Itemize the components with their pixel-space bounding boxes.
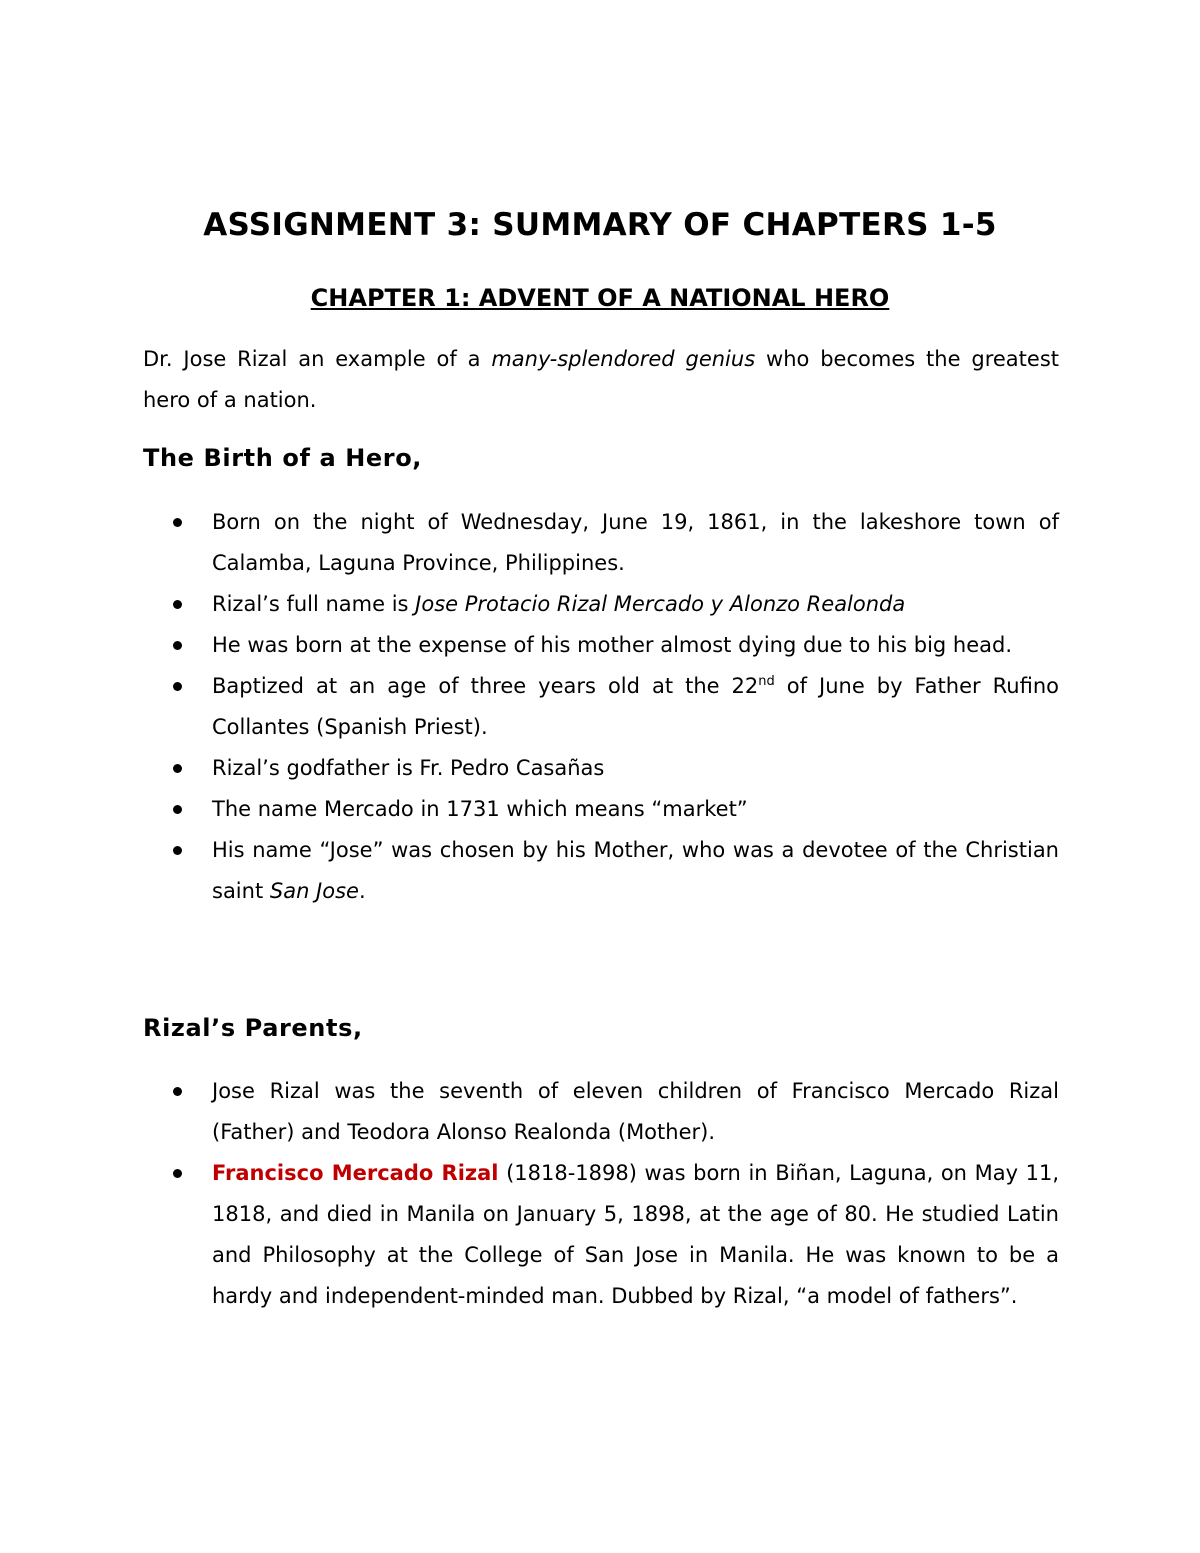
intro-text-start: Dr. Jose Rizal an example of a: [143, 347, 492, 371]
list-item: [212, 789, 1059, 830]
bullet-icon: [173, 846, 182, 855]
list-item: [212, 830, 1059, 912]
bullet-icon: [173, 641, 182, 650]
list-item: [212, 666, 1059, 748]
intro-paragraph: [143, 339, 1059, 421]
list-item-text: Born on the night of Wednesday, June 19, 1861, in the lakeshore town of Calamba, Laguna Province, Philippines.: [212, 510, 1059, 575]
list-item-text: The name Mercado in 1731 which means “market”: [212, 797, 748, 821]
list-item-text: Jose Rizal was the seventh of eleven children of Francisco Mercado Rizal (Father) and Teodora Alonso Realonda (Mother).: [212, 1079, 1059, 1144]
intro-text-end: who becomes the greatest hero of a nation.: [143, 347, 1059, 412]
section-heading-parents: Rizal’s Parents,: [143, 1014, 363, 1042]
list-item-text: Rizal’s full name is: [212, 592, 416, 616]
list-item-text: He was born at the expense of his mother almost dying due to his big head.: [212, 633, 1013, 657]
bullet-icon: [173, 1169, 182, 1178]
section-heading-birth: The Birth of a Hero,: [143, 444, 422, 472]
bullet-icon: [173, 600, 182, 609]
list-item: [212, 1153, 1059, 1317]
list-item-text: His name “Jose” was chosen by his Mother, who was a devotee of the Christian saint: [212, 838, 1059, 903]
ordinal-suffix: nd: [758, 674, 775, 689]
bullet-icon: [173, 805, 182, 814]
list-item-text-end: of June by Father Rufino Collantes (Spanish Priest).: [212, 674, 1059, 739]
list-item-text-end: .: [358, 879, 366, 903]
list-item: [212, 625, 1059, 666]
bullet-icon: [173, 518, 182, 527]
list-item-text: Baptized at an age of three years old at the 22: [212, 674, 759, 698]
chapter-heading: CHAPTER 1: ADVENT OF A NATIONAL HERO: [310, 284, 890, 312]
bullet-icon: [173, 764, 182, 773]
birth-facts-list: [212, 502, 1059, 912]
list-item-text: Rizal’s godfather is Fr. Pedro Casañas: [212, 756, 605, 780]
document-title: ASSIGNMENT 3: SUMMARY OF CHAPTERS 1-5: [203, 207, 997, 243]
intro-emphasis: many-splendored genius: [491, 347, 756, 371]
list-item: [212, 748, 1059, 789]
full-name-emphasis: Jose Protacio Rizal Mercado y Alonzo Realonda: [415, 592, 906, 616]
list-item: [212, 584, 1059, 625]
bullet-icon: [173, 682, 182, 691]
list-item-text-end: (1818-1898) was born in Biñan, Laguna, on May 11, 1818, and died in Manila on January 5, 1898, at the age of 80. He studied Latin and Philosophy at the College of San Jose in Manila. He was known to be a hardy and independent-minded man. Dubbed by Rizal, “a model of fathers”.: [212, 1161, 1059, 1308]
saint-name-emphasis: San Jose: [269, 879, 359, 903]
parents-facts-list: [212, 1071, 1059, 1317]
list-item: [212, 1071, 1059, 1153]
father-name-highlight: Francisco Mercado Rizal: [212, 1161, 499, 1185]
bullet-icon: [173, 1087, 182, 1096]
list-item: [212, 502, 1059, 584]
